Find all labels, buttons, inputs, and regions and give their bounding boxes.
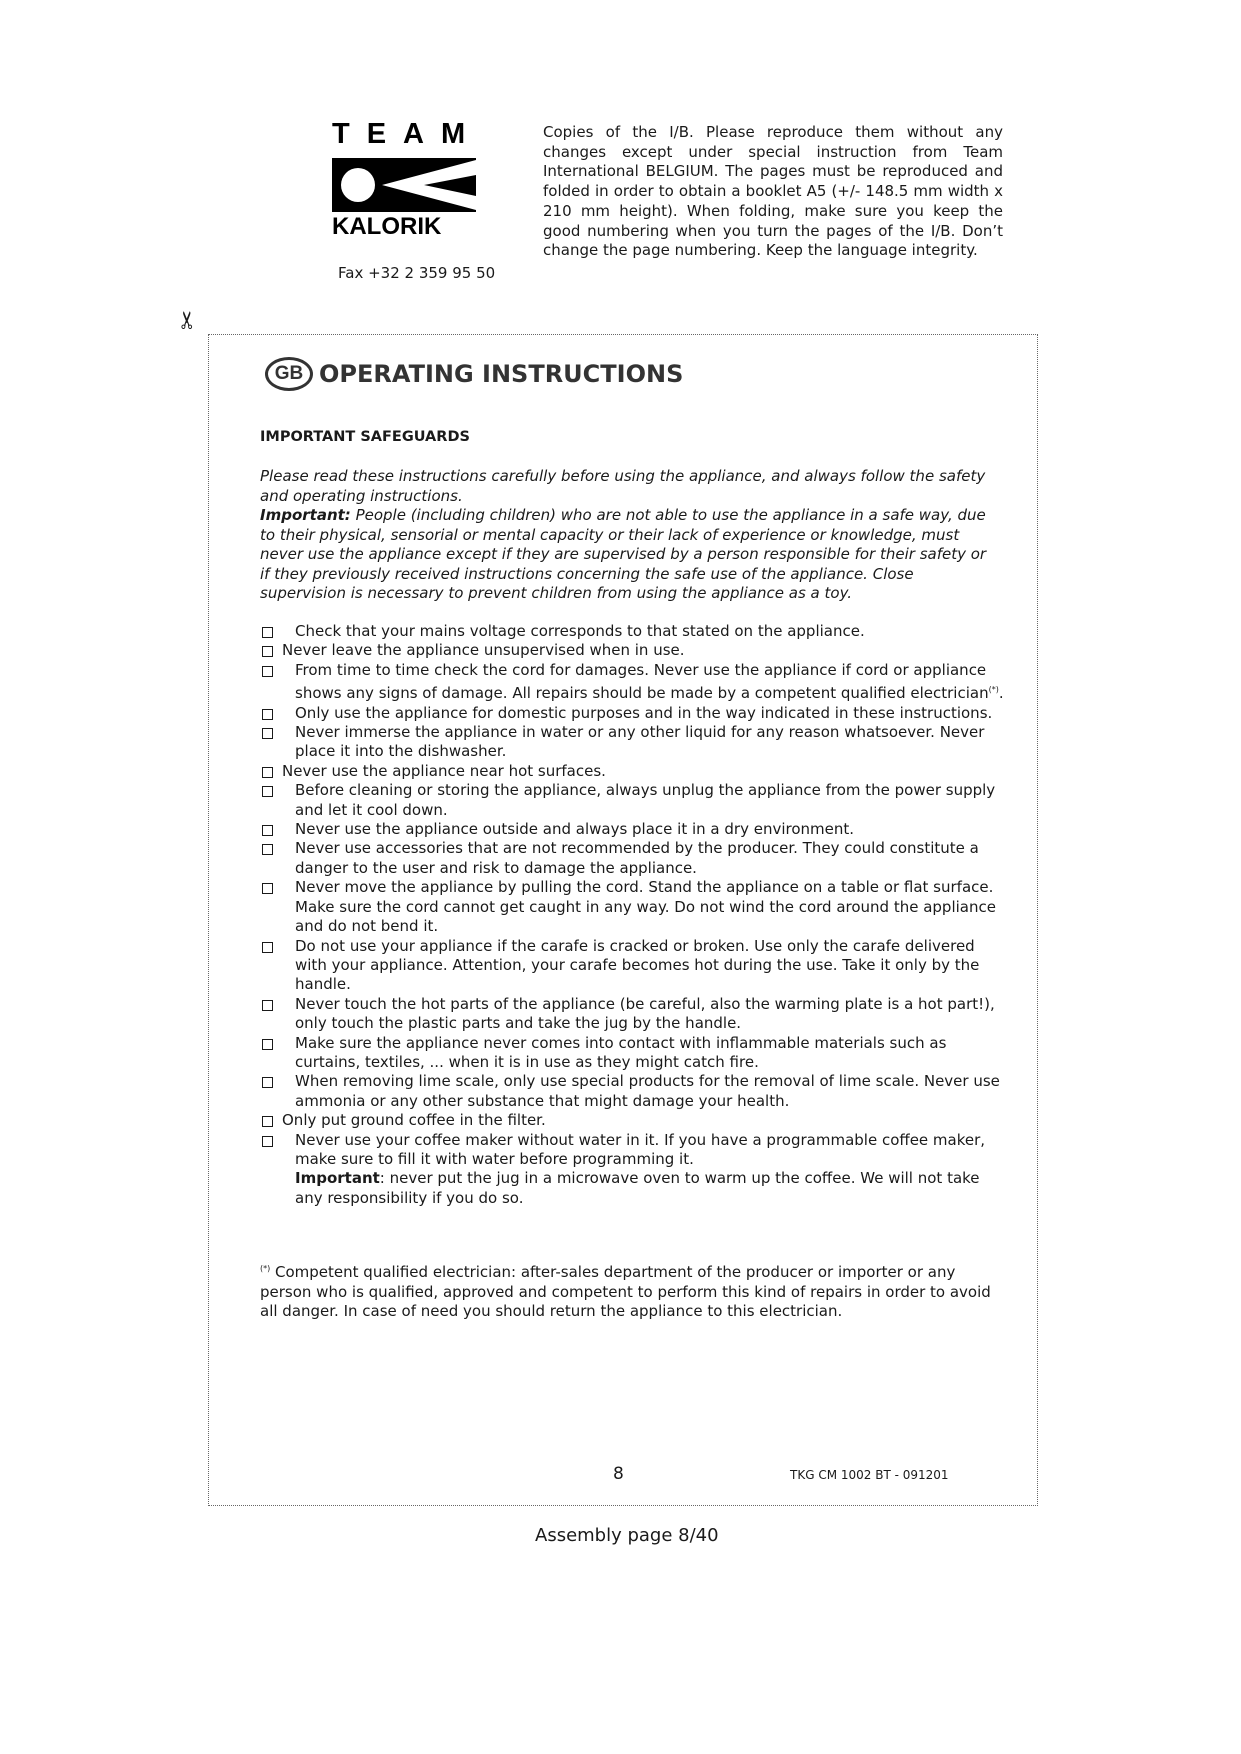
checkbox-bullet-icon: [262, 942, 273, 953]
list-item-text: Make sure the appliance never comes into contact with inflammable materials such as curtains, textiles, ... when it is in use as they might catch fire.: [295, 1033, 947, 1071]
list-item: [260, 704, 1010, 723]
list-item: [260, 781, 1010, 820]
logo-brand-text: KALORIK: [332, 213, 442, 240]
important-text: People (including children) who are not able to use the appliance in a safe way, due to their physical, sensorial or mental capacity or their lack of experience or knowledge, must never use the appliance except if they are supervised by a person responsible for their safety or if they previously received instructions concerning the safe use of the appliance. Close supervision is necessary to prevent children from using the appliance as a toy.: [260, 506, 987, 602]
checkbox-bullet-icon: [262, 666, 273, 677]
list-item: [260, 839, 1010, 878]
list-item: [260, 878, 1010, 936]
important-note-text: : never put the jug in a microwave oven to warm up the coffee. We will not take any responsibility if you do so.: [295, 1169, 980, 1207]
list-item-text: From time to time check the cord for damages. Never use the appliance if cord or appliance shows any signs of damage. All repairs should be made by a competent qualified electrician: [295, 660, 989, 703]
checkbox-bullet-icon: [262, 883, 273, 894]
list-item-text: Never use accessories that are not recommended by the producer. They could constitute a danger to the user and risk to damage the appliance.: [295, 839, 979, 877]
list-item-text: Do not use your appliance if the carafe is cracked or broken. Use only the carafe delivered with your appliance. Attention, your carafe becomes hot during the use. Take it only by the handle.: [295, 936, 980, 994]
list-item-text: Before cleaning or storing the appliance, always unplug the appliance from the power supply and let it cool down.: [295, 781, 996, 819]
list-item-text: Never leave the appliance unsupervised when in use.: [282, 641, 685, 660]
safeguards-list: [260, 622, 1010, 1208]
checkbox-bullet-icon: [262, 1116, 273, 1127]
list-item: [260, 1034, 1010, 1073]
page-number: 8: [613, 1464, 624, 1484]
checkbox-bullet-icon: [262, 1000, 273, 1011]
list-item-text: Only use the appliance for domestic purposes and in the way indicated in these instructions.: [295, 703, 993, 722]
section-heading: IMPORTANT SAFEGUARDS: [260, 429, 470, 445]
checkbox-bullet-icon: [262, 709, 273, 720]
intro-important: [260, 506, 1000, 604]
footnote-marker: (*): [260, 1264, 271, 1273]
list-item: [260, 661, 1010, 704]
list-item: [260, 641, 1010, 660]
list-item: [260, 995, 1010, 1034]
checkbox-bullet-icon: [262, 1077, 273, 1088]
list-item: [260, 1131, 1010, 1209]
checkbox-bullet-icon: [262, 627, 273, 638]
list-item: [260, 762, 1010, 781]
page-title: [265, 354, 683, 394]
scissors-icon: ✂: [172, 309, 201, 331]
fax-number: Fax +32 2 359 95 50: [338, 264, 496, 282]
list-item-text: Never move the appliance by pulling the cord. Stand the appliance on a table or flat surface. Make sure the cord cannot get caught in any way. Do not wind the cord around the appliance and do not bend it.: [295, 878, 996, 936]
assembly-page-label: Assembly page 8/40: [535, 1525, 719, 1546]
checkbox-bullet-icon: [262, 825, 273, 836]
gb-language-badge: GB: [265, 357, 313, 391]
list-item: [260, 1111, 1010, 1130]
checkbox-bullet-icon: [262, 1039, 273, 1050]
checkbox-bullet-icon: [262, 1136, 273, 1147]
page-title-text: OPERATING INSTRUCTIONS: [319, 360, 684, 388]
checkbox-bullet-icon: [262, 844, 273, 855]
document-code: TKG CM 1002 BT - 091201: [790, 1468, 949, 1482]
list-item-text: Never use the appliance near hot surfaces.: [282, 761, 606, 780]
list-item-text: Never use the appliance outside and always place it in a dry environment.: [295, 820, 855, 839]
list-item-text: Never use your coffee maker without water in it. If you have a programmable coffee maker, make sure to fill it with water before programming it.: [295, 1130, 986, 1168]
copies-instruction-text: Copies of the I/B. Please reproduce them without any changes except under special instruction from Team International BELGIUM. The pages must be reproduced and folded in order to obtain a booklet A5 (+/- 148.5 mm width x 210 mm height). When folding, make sure you keep the good numbering when you turn the pages of the I/B. Don’t change the page numbering. Keep the language integrity.: [543, 123, 1003, 260]
intro-paragraph: [260, 467, 1000, 604]
bullet-end-punctuation: .: [998, 684, 1004, 703]
list-item-text: Never immerse the appliance in water or any other liquid for any reason whatsoever. Never place it into the dishwasher.: [295, 723, 985, 761]
list-item: [260, 622, 1010, 641]
checkbox-bullet-icon: [262, 786, 273, 797]
list-item-text: Never touch the hot parts of the appliance (be careful, also the warming plate is a hot part!), only touch the plastic parts and take the jug by the handle.: [295, 994, 995, 1033]
footnote-marker: (*): [988, 685, 999, 695]
list-item-text: Check that your mains voltage corresponds to that stated on the appliance.: [295, 622, 865, 640]
list-item: [260, 937, 1010, 995]
checkbox-bullet-icon: [262, 767, 273, 778]
list-item: [260, 723, 1010, 762]
intro-line: Please read these instructions carefully before using the appliance, and always follow the safety and operating instructions.: [260, 467, 986, 505]
logo-team-text: TEAM: [332, 118, 483, 150]
important-note-label: Important: [295, 1169, 380, 1188]
list-item-text: When removing lime scale, only use special products for the removal of lime scale. Never use ammonia or any other substance that might damage your health.: [295, 1072, 1000, 1110]
important-label: Important:: [260, 506, 351, 524]
checkbox-bullet-icon: [262, 646, 273, 657]
footnote: [260, 1259, 1000, 1322]
footnote-text: Competent qualified electrician: after-sales department of the producer or importer or any person who is qualified, approved and competent to perform this kind of repairs in order to avoid all danger. In case of need you should return the appliance to this electrician.: [260, 1263, 991, 1321]
list-item: [260, 1072, 1010, 1111]
checkbox-bullet-icon: [262, 728, 273, 739]
kalorik-k-mark-icon: [332, 158, 476, 212]
list-item: [260, 820, 1010, 839]
team-kalorik-logo: [332, 118, 488, 240]
list-item-text: Only put ground coffee in the filter.: [282, 1111, 546, 1130]
